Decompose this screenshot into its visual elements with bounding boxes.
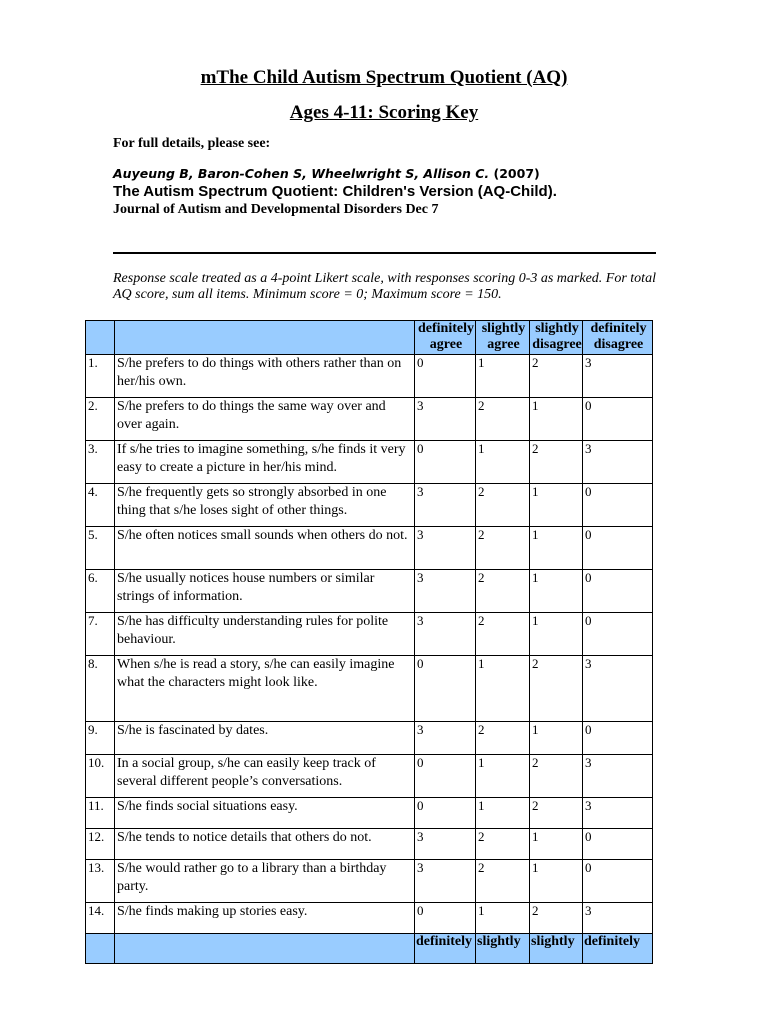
citation-authors xyxy=(113,166,540,181)
item-score: 1 xyxy=(476,903,530,934)
item-score: 3 xyxy=(583,656,653,722)
item-score: 1 xyxy=(530,398,583,441)
item-score: 2 xyxy=(476,527,530,570)
table-row xyxy=(86,755,653,798)
journal-name: Journal of Autism and Developmental Disorders Dec 7 xyxy=(113,202,439,217)
item-score: 0 xyxy=(583,613,653,656)
item-score: 3 xyxy=(415,829,476,860)
item-score: 2 xyxy=(530,355,583,398)
table-row xyxy=(86,527,653,570)
item-statement: If s/he tries to imagine something, s/he finds it very easy to create a picture in her/his mind. xyxy=(115,441,415,484)
item-score: 0 xyxy=(583,484,653,527)
item-score: 2 xyxy=(530,755,583,798)
item-score: 0 xyxy=(583,722,653,755)
col-definitely-disagree: definitely disagree xyxy=(583,321,653,355)
item-statement: S/he prefers to do things the same way over and over again. xyxy=(115,398,415,441)
item-statement: S/he finds social situations easy. xyxy=(115,798,415,829)
item-score: 3 xyxy=(415,722,476,755)
item-statement: S/he usually notices house numbers or similar strings of information. xyxy=(115,570,415,613)
header-statement-cell xyxy=(115,321,415,355)
item-score: 2 xyxy=(530,441,583,484)
table-row xyxy=(86,860,653,903)
table-header-row xyxy=(86,321,653,355)
item-number: 8. xyxy=(86,656,115,722)
item-score: 2 xyxy=(530,903,583,934)
table-row xyxy=(86,722,653,755)
item-score: 3 xyxy=(415,860,476,903)
table-footer-row xyxy=(86,934,653,964)
item-score: 2 xyxy=(476,860,530,903)
item-number: 6. xyxy=(86,570,115,613)
item-score: 3 xyxy=(583,798,653,829)
author-names: Auyeung B, Baron-Cohen S, Wheelwright S, Allison C. xyxy=(113,166,490,181)
item-score: 1 xyxy=(530,613,583,656)
table-row xyxy=(86,903,653,934)
item-number: 12. xyxy=(86,829,115,860)
item-score: 3 xyxy=(415,613,476,656)
scoring-note: Response scale treated as a 4-point Likert scale, with responses scoring 0-3 as marked. For total AQ score, sum all items. Minimum score = 0; Maximum score = 150. xyxy=(113,271,656,302)
item-score: 2 xyxy=(530,798,583,829)
item-score: 0 xyxy=(583,570,653,613)
col-slightly-disagree: slightly disagree xyxy=(530,321,583,355)
item-score: 2 xyxy=(476,484,530,527)
item-number: 2. xyxy=(86,398,115,441)
col-definitely-agree: definitely agree xyxy=(415,321,476,355)
item-score: 1 xyxy=(530,860,583,903)
footer-num-cell xyxy=(86,934,115,964)
item-number: 13. xyxy=(86,860,115,903)
item-score: 3 xyxy=(583,903,653,934)
item-statement: S/he prefers to do things with others rather than on her/his own. xyxy=(115,355,415,398)
item-score: 2 xyxy=(530,656,583,722)
table-row xyxy=(86,829,653,860)
item-score: 0 xyxy=(415,355,476,398)
table-row xyxy=(86,656,653,722)
item-score: 0 xyxy=(583,527,653,570)
item-number: 3. xyxy=(86,441,115,484)
item-score: 0 xyxy=(583,829,653,860)
item-score: 2 xyxy=(476,613,530,656)
item-score: 2 xyxy=(476,570,530,613)
item-score: 1 xyxy=(476,798,530,829)
item-number: 1. xyxy=(86,355,115,398)
item-score: 0 xyxy=(415,441,476,484)
item-score: 1 xyxy=(530,527,583,570)
item-score: 0 xyxy=(415,656,476,722)
item-score: 1 xyxy=(530,829,583,860)
item-score: 3 xyxy=(583,441,653,484)
table-row xyxy=(86,484,653,527)
item-score: 2 xyxy=(476,829,530,860)
paper-title: The Autism Spectrum Quotient: Children's Version (AQ-Child). xyxy=(113,183,557,200)
item-number: 10. xyxy=(86,755,115,798)
item-score: 0 xyxy=(415,798,476,829)
item-score: 3 xyxy=(583,355,653,398)
item-score: 3 xyxy=(415,398,476,441)
item-statement: S/he would rather go to a library than a birthday party. xyxy=(115,860,415,903)
scoring-table xyxy=(85,320,653,964)
item-statement: S/he has difficulty understanding rules for polite behaviour. xyxy=(115,613,415,656)
item-score: 1 xyxy=(476,656,530,722)
item-number: 14. xyxy=(86,903,115,934)
item-score: 1 xyxy=(530,570,583,613)
table-row xyxy=(86,441,653,484)
table-row xyxy=(86,570,653,613)
footer-col-2: slightly xyxy=(476,934,530,964)
item-score: 1 xyxy=(476,441,530,484)
footer-statement-cell xyxy=(115,934,415,964)
item-number: 5. xyxy=(86,527,115,570)
item-statement: S/he tends to notice details that others do not. xyxy=(115,829,415,860)
col-slightly-agree: slightly agree xyxy=(476,321,530,355)
table-row xyxy=(86,613,653,656)
item-statement: When s/he is read a story, s/he can easily imagine what the characters might look like. xyxy=(115,656,415,722)
item-score: 0 xyxy=(415,755,476,798)
item-score: 3 xyxy=(415,484,476,527)
item-score: 1 xyxy=(476,355,530,398)
citation-year: (2007) xyxy=(493,166,540,181)
item-score: 3 xyxy=(415,527,476,570)
footer-col-3: slightly xyxy=(530,934,583,964)
item-number: 7. xyxy=(86,613,115,656)
item-score: 3 xyxy=(583,755,653,798)
item-score: 1 xyxy=(476,755,530,798)
document-title: mThe Child Autism Spectrum Quotient (AQ) xyxy=(200,67,568,88)
full-details-label: For full details, please see: xyxy=(113,136,271,151)
document-subtitle: Ages 4-11: Scoring Key xyxy=(289,102,479,123)
header-num-cell xyxy=(86,321,115,355)
item-score: 2 xyxy=(476,398,530,441)
table-row xyxy=(86,798,653,829)
item-number: 9. xyxy=(86,722,115,755)
item-statement: S/he finds making up stories easy. xyxy=(115,903,415,934)
item-score: 0 xyxy=(583,860,653,903)
item-number: 4. xyxy=(86,484,115,527)
divider xyxy=(113,252,656,254)
item-score: 3 xyxy=(415,570,476,613)
item-statement: S/he frequently gets so strongly absorbed in one thing that s/he loses sight of other things. xyxy=(115,484,415,527)
item-score: 0 xyxy=(415,903,476,934)
table-row xyxy=(86,398,653,441)
item-statement: S/he often notices small sounds when others do not. xyxy=(115,527,415,570)
item-number: 11. xyxy=(86,798,115,829)
item-score: 2 xyxy=(476,722,530,755)
item-score: 1 xyxy=(530,722,583,755)
footer-col-4: definitely xyxy=(583,934,653,964)
item-score: 0 xyxy=(583,398,653,441)
item-statement: In a social group, s/he can easily keep track of several different people’s conversations. xyxy=(115,755,415,798)
table-row xyxy=(86,355,653,398)
item-score: 1 xyxy=(530,484,583,527)
footer-col-1: definitely xyxy=(415,934,476,964)
item-statement: S/he is fascinated by dates. xyxy=(115,722,415,755)
